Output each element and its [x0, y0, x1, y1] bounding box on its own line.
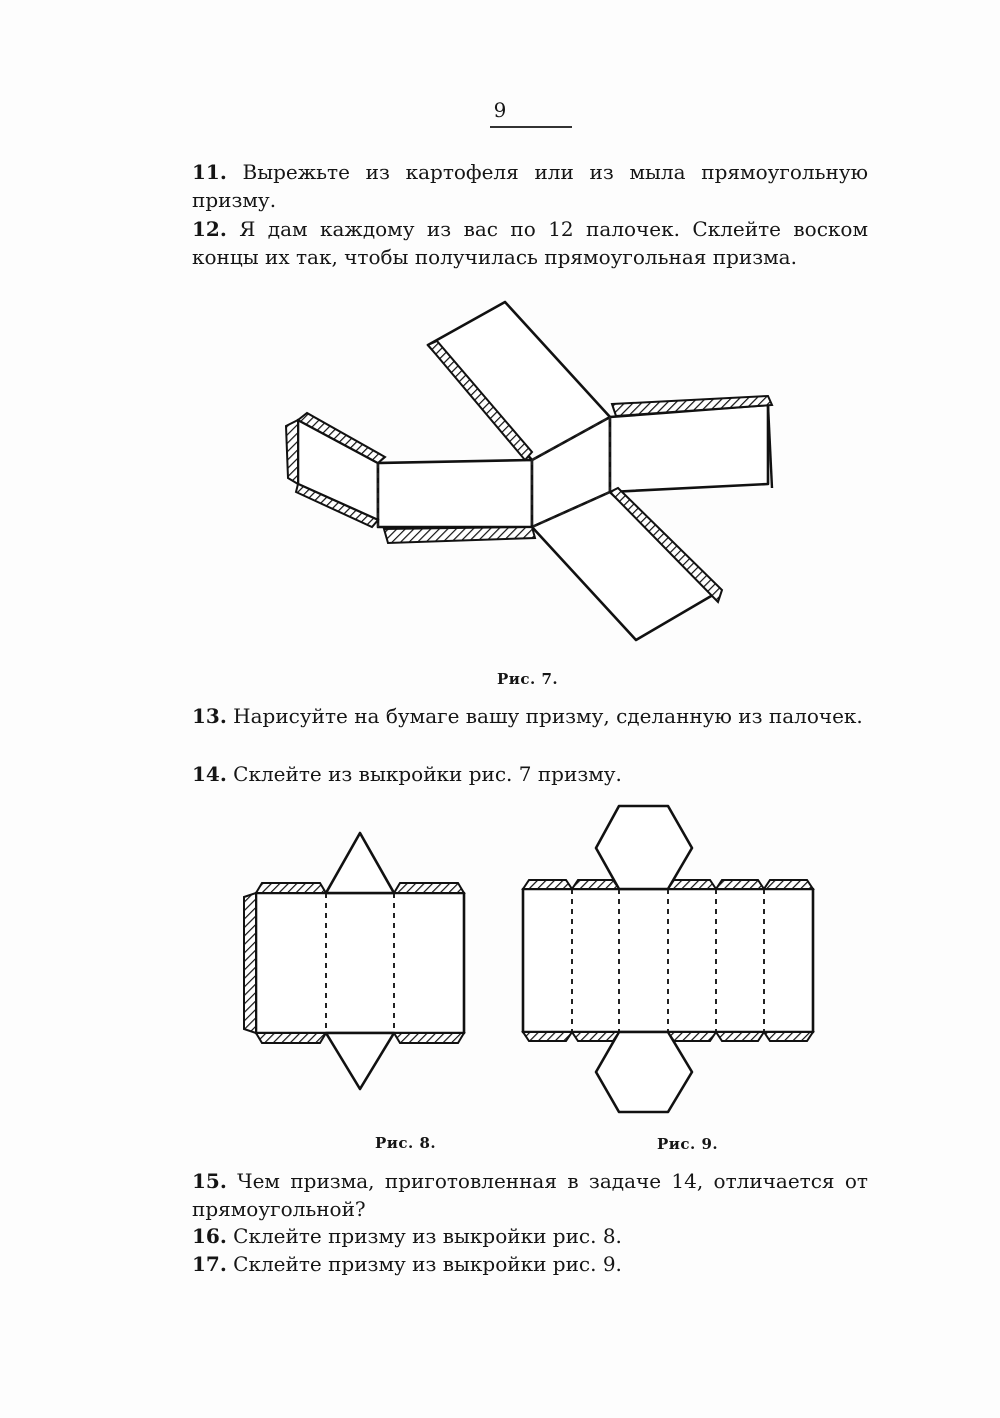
- figure-7-caption: Рис. 7.: [497, 670, 559, 688]
- problem-text: Склейте призму из выкройки рис. 9.: [233, 1252, 622, 1276]
- problem-number: 13.: [192, 704, 227, 728]
- problem-text: Чем призма, приготовленная в задаче 14, отличается от прямоугольной?: [192, 1169, 868, 1221]
- problem-number: 12.: [192, 217, 227, 241]
- problem-16: [192, 1222, 868, 1250]
- problem-text: Склейте из выкройки рис. 7 призму.: [233, 762, 622, 786]
- problem-text: Я дам каждому из вас по 12 палочек. Склейте воском концы их так, чтобы получилась прямоугольная призма.: [192, 217, 868, 269]
- problem-text: Нарисуйте на бумаге вашу призму, сделанную из палочек.: [233, 704, 863, 728]
- figure-9-caption: Рис. 9.: [657, 1135, 719, 1153]
- problem-15: [192, 1167, 868, 1223]
- problem-text: Вырежьте из картофеля или из мыла прямоугольную призму.: [192, 160, 869, 212]
- page-number: 9: [493, 98, 507, 122]
- problem-17: [192, 1250, 868, 1278]
- prism-net-fig9: [523, 806, 813, 1112]
- problem-number: 15.: [192, 1169, 227, 1193]
- problem-number: 14.: [192, 762, 227, 786]
- problem-text: Склейте призму из выкройки рис. 8.: [233, 1224, 622, 1248]
- problem-number: 17.: [192, 1252, 227, 1276]
- figure-8-caption: Рис. 8.: [375, 1134, 437, 1152]
- problem-number: 16.: [192, 1224, 227, 1248]
- problem-number: 11.: [192, 160, 227, 184]
